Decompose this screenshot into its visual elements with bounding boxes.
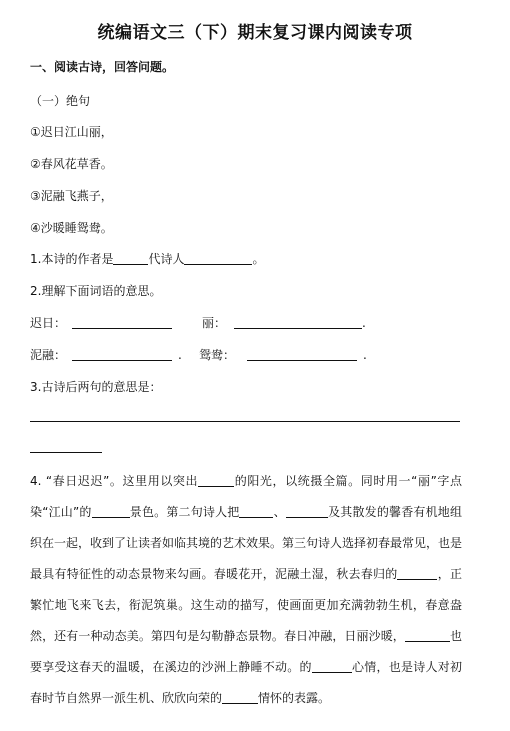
answer-line[interactable] <box>30 421 460 422</box>
term-item <box>30 346 182 363</box>
term-label: 丽： <box>202 316 227 330</box>
passage-text: 景色。第二句诗人把 <box>129 505 240 519</box>
question-1-text: 代诗人 <box>148 252 185 266</box>
poem-heading: （一）绝句 <box>30 94 91 108</box>
question-1 <box>30 250 264 267</box>
answer-blank[interactable] <box>247 348 357 361</box>
term-label: 迟日： <box>30 316 67 330</box>
page-title: 统编语文三（下）期末复习课内阅读专项 <box>97 23 413 43</box>
answer-blank[interactable] <box>184 252 252 265</box>
term-end: . <box>363 348 367 362</box>
passage-text: 心情，也是诗人对初春时节自然界一派生机、欣欣向荣的 <box>30 660 462 705</box>
question-1-text: 。 <box>252 252 265 266</box>
answer-blank[interactable] <box>113 252 148 265</box>
passage-text: ，正繁忙地飞来飞去，衔泥筑巢。这生动的描写，使画面更加充满勃勃生机，春意盎然，还有一种动态美。第四句是勾勒静态景物。春日冲融，日丽沙暖， <box>30 567 462 643</box>
question-4-paragraph <box>30 466 462 714</box>
passage-text: 的阳光，以统摄全篇。同时用一“丽”字点染“江山”的 <box>30 474 462 519</box>
term-item <box>199 346 367 363</box>
term-item <box>202 314 366 331</box>
answer-line[interactable] <box>30 452 102 453</box>
answer-blank[interactable] <box>198 473 234 487</box>
answer-blank[interactable] <box>92 504 130 518</box>
answer-blank[interactable] <box>72 316 172 329</box>
answer-blank[interactable] <box>312 659 352 673</box>
term-label: 鸳鸯： <box>199 348 236 362</box>
poem-line: ④沙暖睡鸳鸯。 <box>30 221 113 235</box>
passage-text: 也要享受这春天的温暖，在溪边的沙洲上静睡不动。的 <box>30 629 462 674</box>
question-2-heading: 2.理解下面词语的意思。 <box>30 284 162 298</box>
section-heading: 一、阅读古诗，回答问题。 <box>30 60 175 74</box>
term-item <box>30 314 172 331</box>
passage-text: 4. “春日迟迟”。这里用以突出 <box>30 474 199 488</box>
passage-text: 情怀的表露。 <box>258 691 331 705</box>
poem-line: ①迟日江山丽， <box>30 125 113 139</box>
answer-blank[interactable] <box>286 504 328 518</box>
answer-blank[interactable] <box>72 348 172 361</box>
answer-blank[interactable] <box>405 628 450 642</box>
passage-text: 及其散发的馨香有机地组织在一起，收到了让读者如临其境的艺术效果。第三句诗人选择初春最常见，也是最具有特征性的动态景物来勾画。春暖花开，泥融土湿，秋去春归的 <box>30 505 463 581</box>
term-end: . <box>178 348 182 362</box>
answer-blank[interactable] <box>397 566 437 580</box>
answer-blank[interactable] <box>234 316 362 329</box>
question-3-heading: 3.古诗后两句的意思是： <box>30 380 162 394</box>
poem-line: ②春风花草香。 <box>30 157 113 171</box>
answer-blank[interactable] <box>239 504 273 518</box>
question-1-text: 1.本诗的作者是 <box>30 252 114 266</box>
poem-line: ③泥融飞燕子， <box>30 189 113 203</box>
term-end: . <box>362 316 366 330</box>
passage-text: 、 <box>273 505 286 519</box>
answer-blank[interactable] <box>222 690 258 704</box>
term-label: 泥融： <box>30 348 67 362</box>
